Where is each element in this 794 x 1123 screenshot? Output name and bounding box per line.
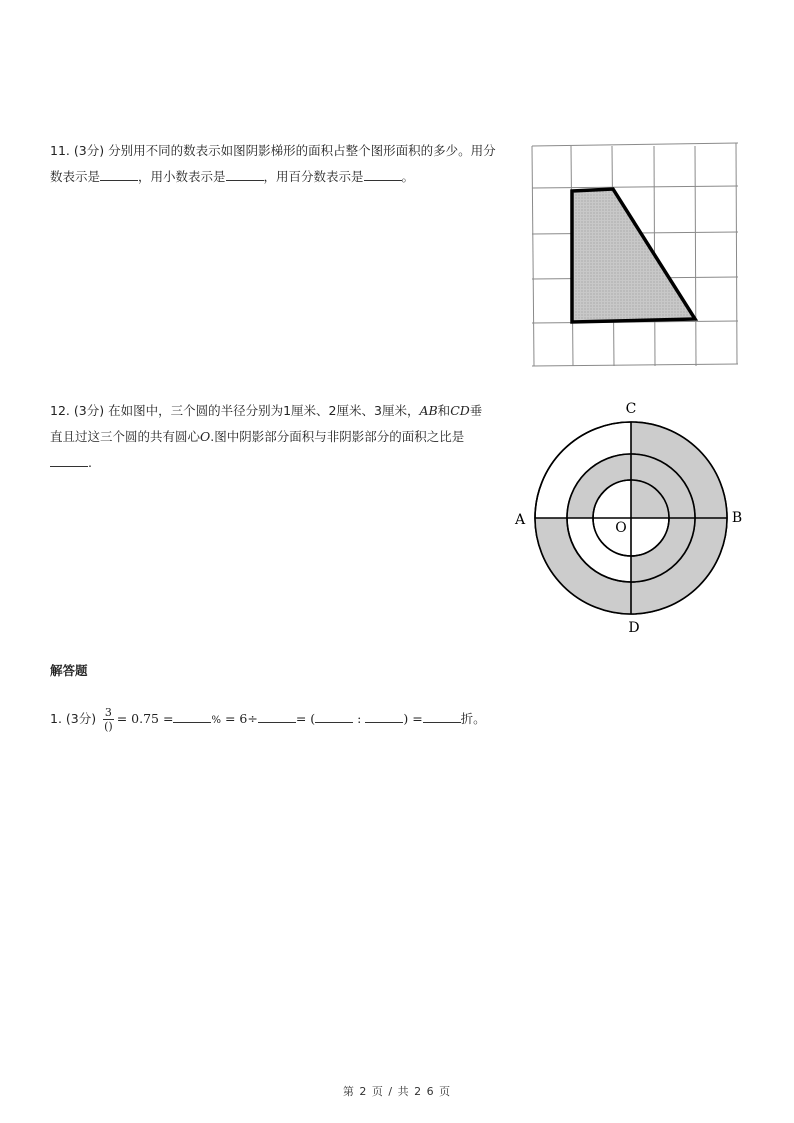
q1-blank-discount[interactable] bbox=[423, 710, 461, 723]
q1-blank-denominator[interactable]: () bbox=[104, 720, 113, 733]
q11-line2: 数表示是 ，用小数表示是 ，用百分数表示是 。 bbox=[50, 169, 415, 184]
label-a: A bbox=[514, 512, 526, 528]
q12-blank-ratio[interactable] bbox=[50, 454, 88, 467]
label-c: C bbox=[625, 401, 637, 417]
q11-text-2b: ，用小数表示是 bbox=[138, 169, 226, 184]
q12-line2: 直且过这三个圆的共有圆心O.图中阴影部分面积与非阴影部分的面积之比是 bbox=[50, 429, 465, 444]
q12-line3: . bbox=[50, 454, 92, 472]
q1-blank-ratio-right[interactable] bbox=[365, 710, 403, 723]
label-o: O bbox=[615, 520, 627, 536]
q1-blank-percent[interactable] bbox=[173, 710, 211, 723]
q1-blank-divisor[interactable] bbox=[258, 710, 296, 723]
q11-blank-percent[interactable] bbox=[364, 168, 402, 181]
q12-line1: 12. (3分) 在如图中，三个圆的半径分别为1厘米、2厘米、3厘米，AB和CD垂 bbox=[50, 403, 483, 418]
q11-text-2a: 数表示是 bbox=[50, 169, 101, 184]
q1-blank-ratio-left[interactable] bbox=[315, 710, 353, 723]
section-title: 解答题 bbox=[50, 663, 88, 678]
q1-line: 1. (3分) $\frac{3}{()}$ = 0.75 = % = 6÷ = ( : ) = 折。 bbox=[50, 706, 486, 733]
q11-number: 11. bbox=[50, 143, 70, 158]
label-b: B bbox=[731, 510, 743, 526]
q11-blank-decimal[interactable] bbox=[226, 168, 264, 181]
q11-text-1: 分别用不同的数表示如图阴影梯形的面积占整个图形面积的多少。用分 bbox=[108, 143, 496, 158]
label-d: D bbox=[628, 620, 640, 636]
concentric-circles-figure bbox=[508, 396, 758, 641]
q11-blank-fraction[interactable] bbox=[100, 168, 138, 181]
shaded-trapezoid bbox=[572, 189, 695, 322]
q11-score: (3分) bbox=[73, 143, 105, 158]
q11-text-2c: ，用百分数表示是 bbox=[263, 169, 364, 184]
q1-fraction: $\frac{3}{()}$ bbox=[104, 706, 113, 733]
page-footer: 第 2 页 / 共 2 6 页 bbox=[342, 1085, 452, 1098]
trapezoid-grid-figure bbox=[530, 140, 742, 370]
q11-line1 bbox=[50, 142, 496, 160]
